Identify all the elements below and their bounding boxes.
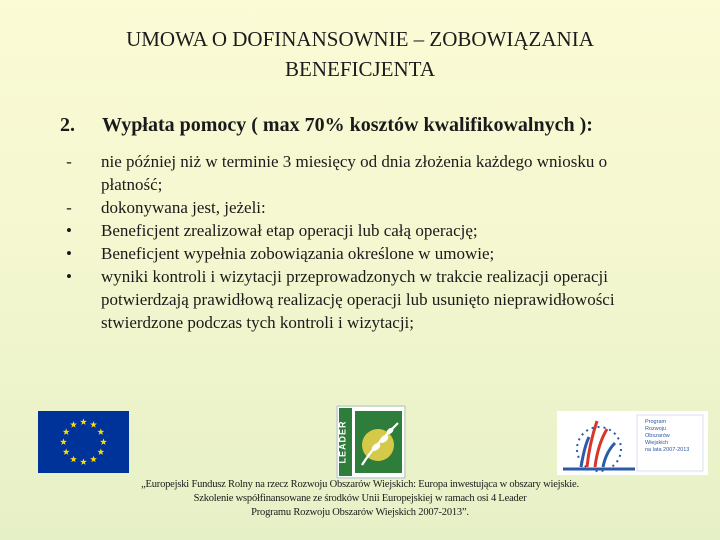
eu-star-icon [97, 448, 104, 455]
list-item-text: dokonywana jest, jeżeli: [101, 198, 266, 217]
eu-star-icon [60, 438, 67, 445]
list-marker: - [66, 198, 72, 217]
list-marker: • [66, 244, 72, 263]
list-item [56, 150, 666, 196]
eu-flag-logo [38, 411, 129, 473]
footer-line-2: Szkolenie współfinansowane ze środków Unii Europejskiej w ramach osi 4 Leader [193, 493, 527, 504]
list-item-text: wyniki kontroli i wizytacji przeprowadzonych w trakcie realizacji operacji potwierdzają prawidłową realizację operacji lub usunięto nieprawidłowości stwierdzone podczas tych kontroli i wizytacji; [101, 267, 615, 332]
footer-line-3: Programu Rozwoju Obszarów Wiejskich 2007-2013”. [251, 507, 469, 518]
eu-star-icon [80, 418, 87, 425]
list-marker: • [66, 221, 72, 240]
slide-title [40, 24, 680, 84]
title-line-1: UMOWA O DOFINANSOWNIE – ZOBOWIĄZANIA [126, 27, 594, 51]
list-item [56, 265, 666, 334]
title-line-2: BENEFICJENTA [285, 57, 435, 81]
section-heading-text: Wypłata pomocy ( max 70% kosztów kwalifikowalnych ): [102, 114, 593, 136]
footer-note [90, 478, 630, 520]
list-item [56, 196, 666, 219]
prow-logo-text: Program Rozwoju Obszarów Wiejskich na lata 2007-2013 [645, 419, 690, 453]
list-item-text: Beneficjent wypełnia zobowiązania określone w umowie; [101, 244, 495, 263]
logo-strip [0, 405, 720, 480]
list-item-text: Beneficjent zrealizował etap operacji lub całą operację; [101, 221, 478, 240]
eu-star-icon [97, 428, 104, 435]
leader-logo [336, 405, 406, 479]
list-item [56, 219, 666, 242]
eu-star-icon [100, 438, 107, 445]
eu-star-icon [63, 448, 70, 455]
eu-stars-icon [38, 411, 129, 473]
eu-star-icon [63, 428, 70, 435]
list-item-text: nie później niż w terminie 3 miesięcy od dnia złożenia każdego wniosku o płatność; [101, 152, 608, 194]
prow-logo [557, 411, 708, 475]
eu-star-icon [90, 456, 97, 463]
list-marker: - [66, 152, 72, 171]
section-number: 2. [60, 114, 75, 136]
list-marker: • [66, 267, 72, 286]
eu-star-icon [70, 421, 77, 428]
eu-star-icon [80, 458, 87, 465]
eu-star-icon [70, 456, 77, 463]
list-item [56, 242, 666, 265]
conditions-list [56, 150, 666, 334]
eu-star-icon [90, 421, 97, 428]
footer-line-1: „Europejski Fundusz Rolny na rzecz Rozwoju Obszarów Wiejskich: Europa inwestująca w obszary wiejskie. [141, 479, 579, 490]
leader-logo-text: LEADER [337, 420, 348, 464]
